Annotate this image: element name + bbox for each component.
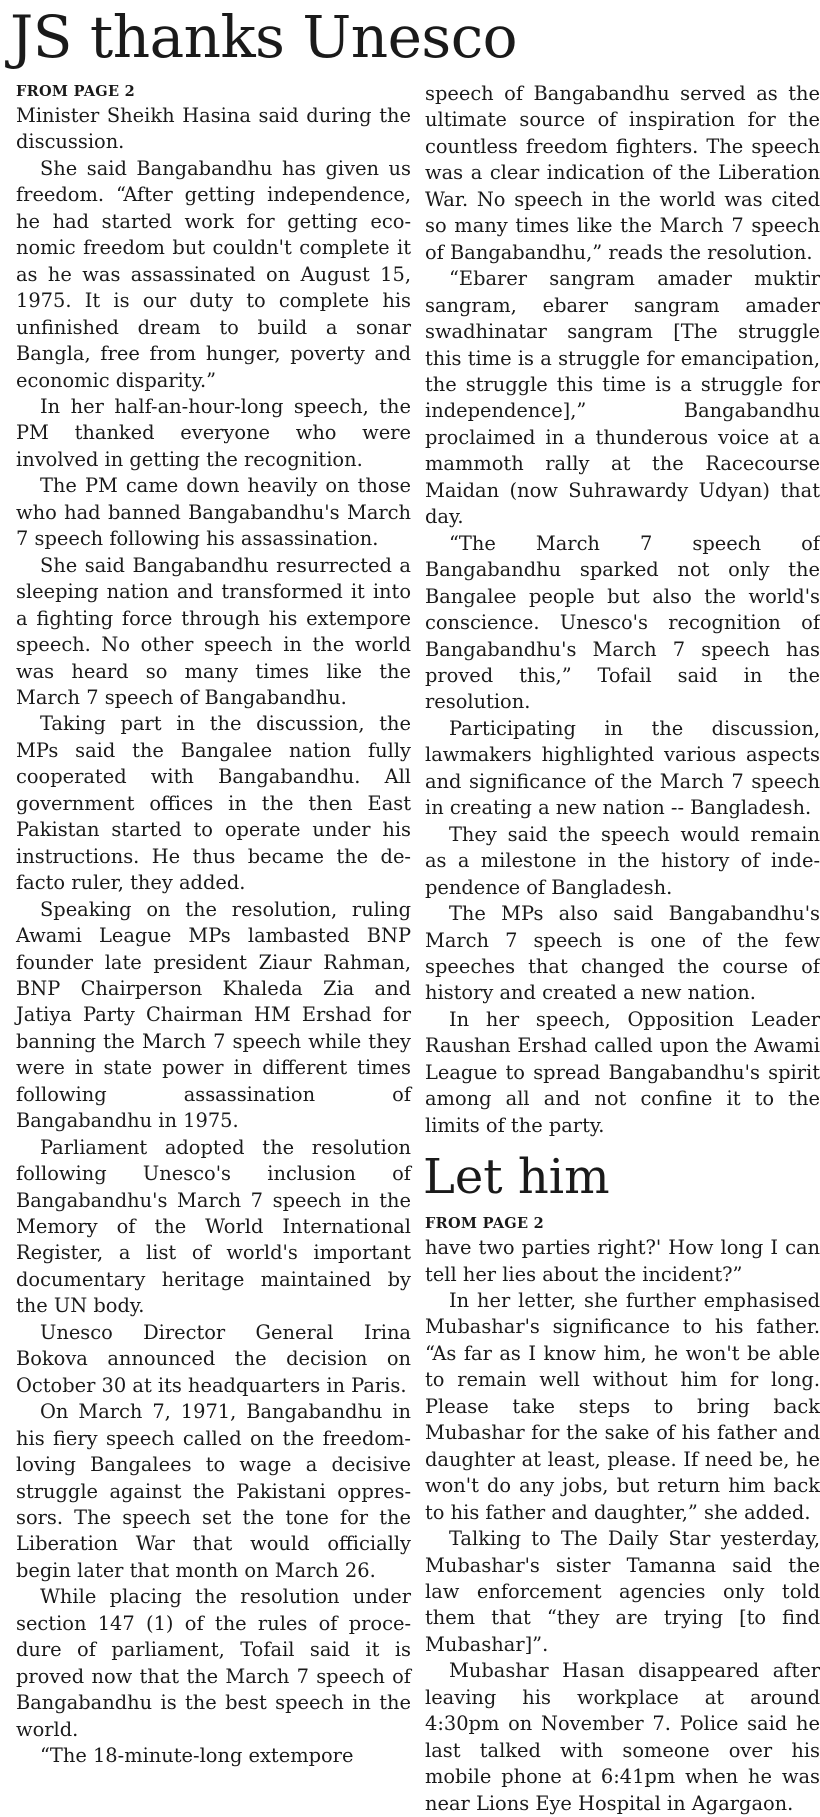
right-column: [425, 81, 820, 1817]
article-paragraph: Participating in the discussion, lawmakers highlighted various aspects and significance of the March 7 speech in creating a new nation -- Bangladesh.: [425, 716, 820, 820]
article-paragraph: She said Bangabandhu resurrected a sleeping nation and transformed it into a fighting force through his extempore speech. No other speech in the world was heard so many times like the March 7 speech of Bangabandhu.: [16, 553, 411, 709]
article-paragraph: “The March 7 speech of Bangabandhu sparked not only the Bangalee people but also the world's conscience. Unesco's recognition of Bangabandhu's March 7 speech has proved this,” Tofail said in the resolution.: [425, 531, 820, 714]
article-paragraph: Unesco Director General Irina Bokova announced the decision on October 30 at its headquarters in Paris.: [16, 1320, 411, 1397]
article-paragraph: In her half-an-hour-long speech, the PM thanked everyone who were involved in getting the recognition.: [16, 394, 411, 471]
article-paragraph: On March 7, 1971, Bangabandhu in his fiery speech called on the freedom-loving Bangalees to wage a decisive struggle against the Pakistani oppressors. The speech set the tone for the Liberation War that would officially begin later that month on March 26.: [16, 1400, 411, 1582]
article-paragraph: The PM came down heavily on those who had banned Bangabandhu's March 7 speech following his assassination.: [16, 474, 411, 551]
article-paragraph: They said the speech would remain as a milestone in the history of independence of Bangladesh.: [425, 822, 820, 899]
article-paragraph: In her letter, she further emphasised Mubashar's significance to his father. “As far as I know him, he won't be able to remain well without him for long. Please take steps to bring back Mubashar for the sake of his father and daughter at least, please. If need be, he won't do any jobs, but return him back to his father and daughter,” she added.: [425, 1289, 820, 1524]
article-paragraph: have two parties right?' How long I can tell her lies about the incident?”: [425, 1236, 820, 1286]
article-paragraph: Speaking on the resolution, ruling Awami League MPs lambasted BNP founder late president Ziaur Rahman, BNP Chairperson Khaleda Zia and Jatiya Party Chairman HM Ershad for banning the March 7 speech while they were in state power in different times following assassination of Bangabandhu in 1975.: [16, 897, 411, 1133]
article-paragraph: Talking to The Daily Star yesterday, Mubashar's sister Tamanna said the law enforcement agencies only told them that “they are trying [to find Mubashar]”.: [425, 1527, 820, 1656]
article-paragraph: “The 18-minute-long extempore: [40, 1744, 354, 1768]
continuation-label: FROM PAGE 2: [16, 83, 136, 100]
continuation-label: FROM PAGE 2: [425, 1215, 545, 1233]
article-paragraph: Parliament adopted the resolution following Unesco's inclusion of Bangabandhu's March 7 speech in the Memory of the World International Register, a list of world's important documentary heritage maintained by the UN body.: [16, 1135, 411, 1318]
left-column: [16, 81, 411, 1770]
article-paragraph: Minister Sheikh Hasina said during the discussion.: [16, 104, 411, 154]
article-paragraph: In her speech, Opposition Leader Raushan Ershad called upon the Awami League to spread Bangabandhu's spirit among all and not confine it to the limits of the party.: [425, 1007, 820, 1137]
article-paragraph: Mubashar Hasan disappeared after leaving his workplace at around 4:30pm on November 7. Police said he last talked with someone over his mobile phone at 6:41pm when he was near Lions Eye Hospital in Agargaon.: [425, 1659, 820, 1815]
article-paragraph: The MPs also said Bangabandhu's March 7 speech is one of the few speeches that changed the course of history and created a new nation.: [425, 902, 820, 1005]
second-article-headline: Let him: [423, 1149, 610, 1206]
article-paragraph: While placing the resolution under section 147 (1) of the rules of procedure of parliament, Tofail said it is proved now that the March 7 speech of Bangabandhu is the best speech in the world.: [16, 1585, 411, 1741]
article-paragraph: She said Bangabandhu has given us freedom. “After getting independence, he had started work for getting economic freedom but couldn't complete it as he was assassinated on August 15, 1975. It is our duty to complete his unfinished dream to build a sonar Bangla, free from hunger, poverty and economic disparity.”: [16, 156, 411, 392]
article-paragraph: speech of Bangabandhu served as the ultimate source of inspiration for the countless freedom fighters. The speech was a clear indication of the Liberation War. No speech in the world was cited so many times like the March 7 speech of Bangabandhu,” reads the resolution.: [425, 82, 820, 264]
article-headline: JS thanks Unesco: [10, 3, 518, 71]
article-paragraph: “Ebarer sangram amader muktir sangram, ebarer sangram amader swadhinatar sangram [The struggle this time is a struggle for emancipation, the struggle this time is a struggle for independence],” Bangabandhu proclaimed in a thunderous voice at a mammoth rally at the Racecourse Maidan (now Suhrawardy Udyan) that day.: [425, 267, 820, 529]
article-paragraph: Taking part in the discussion, the MPs said the Bangalee nation fully cooperated with Bangabandhu. All government offices in the then East Pakistan started to operate under his instructions. He thus became the de-facto ruler, they added.: [16, 712, 411, 895]
